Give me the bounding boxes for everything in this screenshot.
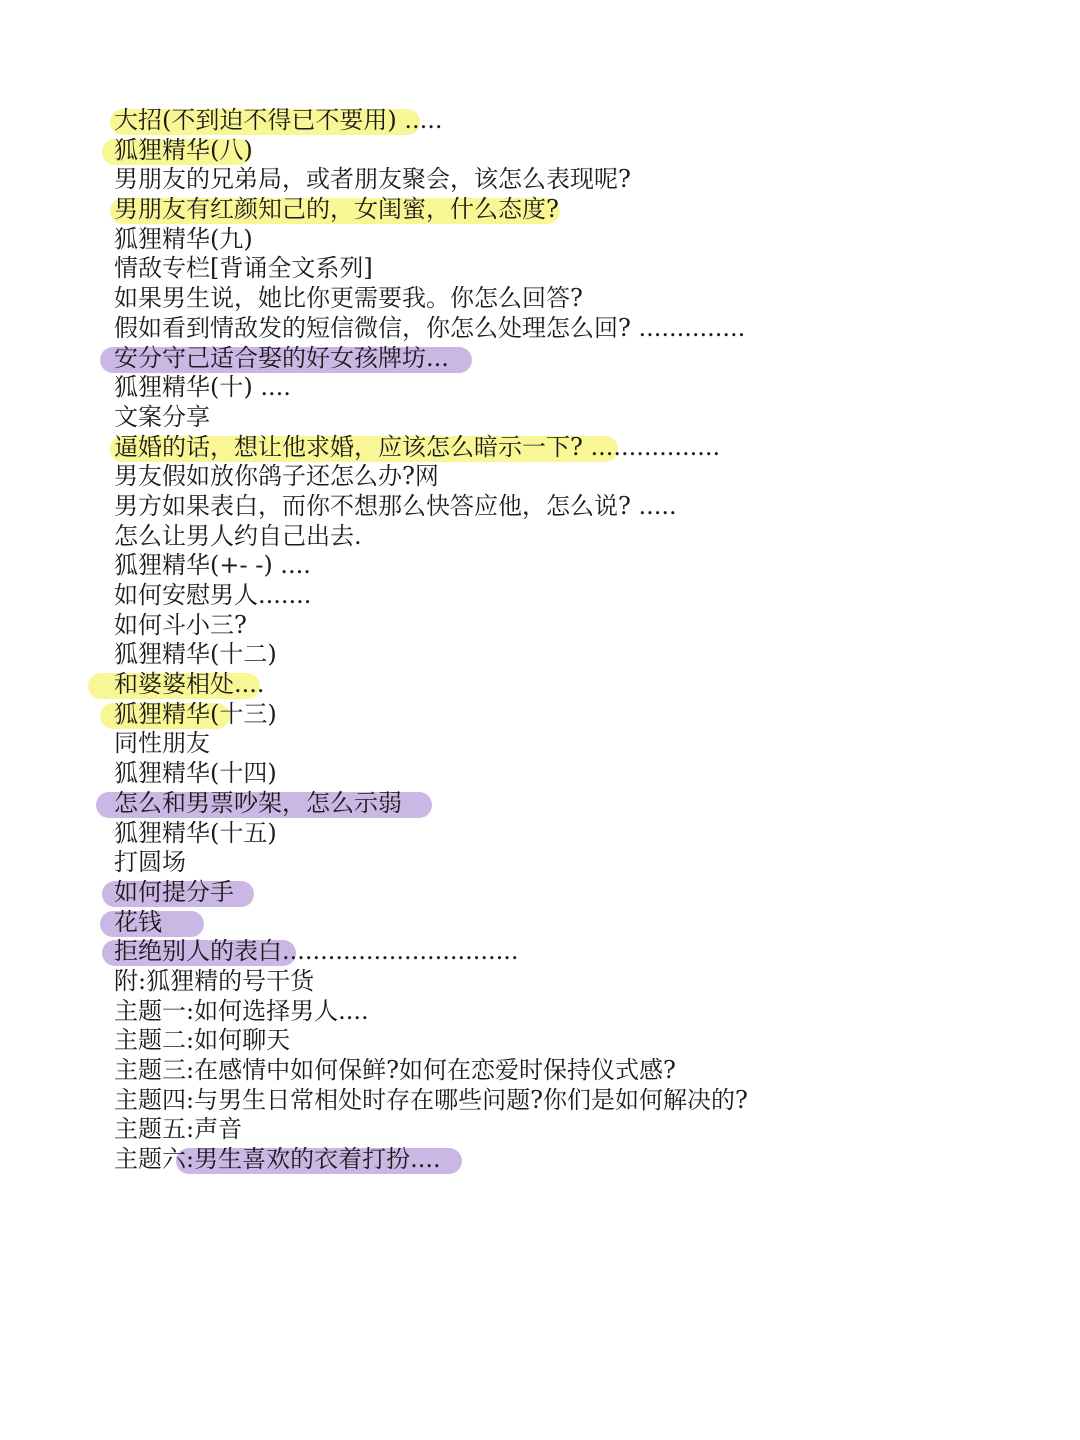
line-text: 拒绝别人的表白............................... (114, 937, 519, 966)
line-text: 主题一:如何选择男人.... (114, 996, 369, 1025)
document-line (114, 254, 1014, 284)
line-text: 打圆场 (114, 848, 186, 877)
line-text: 文案分享 (114, 402, 210, 431)
line-text: 假如看到情敌发的短信微信，你怎么处理怎么回? .............. (114, 313, 746, 342)
line-text: 男方如果表白，而你不想那么快答应他，怎么说? ..... (114, 491, 677, 520)
line-text: 狐狸精华(八) (114, 135, 253, 164)
document-line (114, 908, 1014, 938)
line-text: 主题五:声音 (114, 1115, 243, 1144)
document-line (114, 878, 1014, 908)
document-line (114, 967, 1014, 997)
line-text: 和婆婆相处.... (114, 670, 265, 699)
line-text: 主题二:如何聊天 (114, 1026, 291, 1055)
document-line (114, 1115, 1014, 1145)
document-line (114, 492, 1014, 522)
line-text: 如果男生说，她比你更需要我。你怎么回答? (114, 284, 583, 313)
document-line (114, 284, 1014, 314)
document-line (114, 195, 1014, 225)
document-line (114, 1086, 1014, 1116)
line-text: 狐狸精华(十三) (114, 699, 277, 728)
document-line (114, 848, 1014, 878)
document-line (114, 581, 1014, 611)
line-text: 如何提分手 (114, 877, 234, 906)
line-text: 狐狸精华(十四) (114, 759, 277, 788)
line-text: 狐狸精华(十) .... (114, 373, 291, 402)
line-text: 狐狸精华(九) (114, 224, 253, 253)
line-text: 狐狸精华(十二) (114, 640, 277, 669)
document-line (114, 522, 1014, 552)
line-text: 情敌专栏[背诵全文系列] (114, 254, 373, 283)
document-body (114, 106, 1014, 1175)
document-line (114, 759, 1014, 789)
document-line (114, 314, 1014, 344)
document-line (114, 165, 1014, 195)
line-text: 男朋友的兄弟局，或者朋友聚会，该怎么表现呢? (114, 165, 631, 194)
document-line (114, 433, 1014, 463)
document-line (114, 462, 1014, 492)
line-text: 大招(不到迫不得已不要用) ..... (114, 106, 443, 134)
document-line (114, 670, 1014, 700)
document-line (114, 373, 1014, 403)
document-line (114, 700, 1014, 730)
document-line (114, 640, 1014, 670)
document-line (114, 225, 1014, 255)
line-text: 男朋友有红颜知己的，女闺蜜，什么态度? (114, 195, 559, 224)
document-line (114, 106, 1014, 136)
document-line (114, 551, 1014, 581)
line-text: 狐狸精华(十五) (114, 818, 277, 847)
line-text: 狐狸精华(+- -) .... (114, 551, 311, 580)
document-line (114, 937, 1014, 967)
document-line (114, 1026, 1014, 1056)
document-line (114, 136, 1014, 166)
line-text: 怎么和男票吵架，怎么示弱 (114, 788, 402, 817)
document-line (114, 789, 1014, 819)
document-line (114, 344, 1014, 374)
line-text: 主题三:在感情中如何保鲜?如何在恋爱时保持仪式感? (114, 1056, 676, 1084)
line-text: 如何斗小三? (114, 610, 247, 639)
document-line (114, 611, 1014, 641)
line-text: 主题六:男生喜欢的衣着打扮.... (114, 1145, 441, 1174)
line-text: 花钱 (114, 907, 162, 936)
line-text: 男友假如放你鸽子还怎么办?网 (114, 462, 439, 491)
document-line (114, 403, 1014, 433)
line-text: 同性朋友 (114, 729, 210, 758)
line-text: 如何安慰男人....... (114, 581, 312, 609)
document-line (114, 1145, 1014, 1175)
line-text: 怎么让男人约自己出去. (114, 521, 362, 550)
line-text: 附:狐狸精的号干货 (114, 966, 315, 995)
document-line (114, 1056, 1014, 1086)
line-text: 逼婚的话，想让他求婚，应该怎么暗示一下? ................. (114, 432, 721, 461)
document-line (114, 819, 1014, 849)
line-text: 主题四:与男生日常相处时存在哪些问题?你们是如何解决的? (114, 1085, 748, 1114)
document-line (114, 729, 1014, 759)
document-line (114, 997, 1014, 1027)
line-text: 安分守己适合娶的好女孩牌坊... (114, 343, 449, 372)
